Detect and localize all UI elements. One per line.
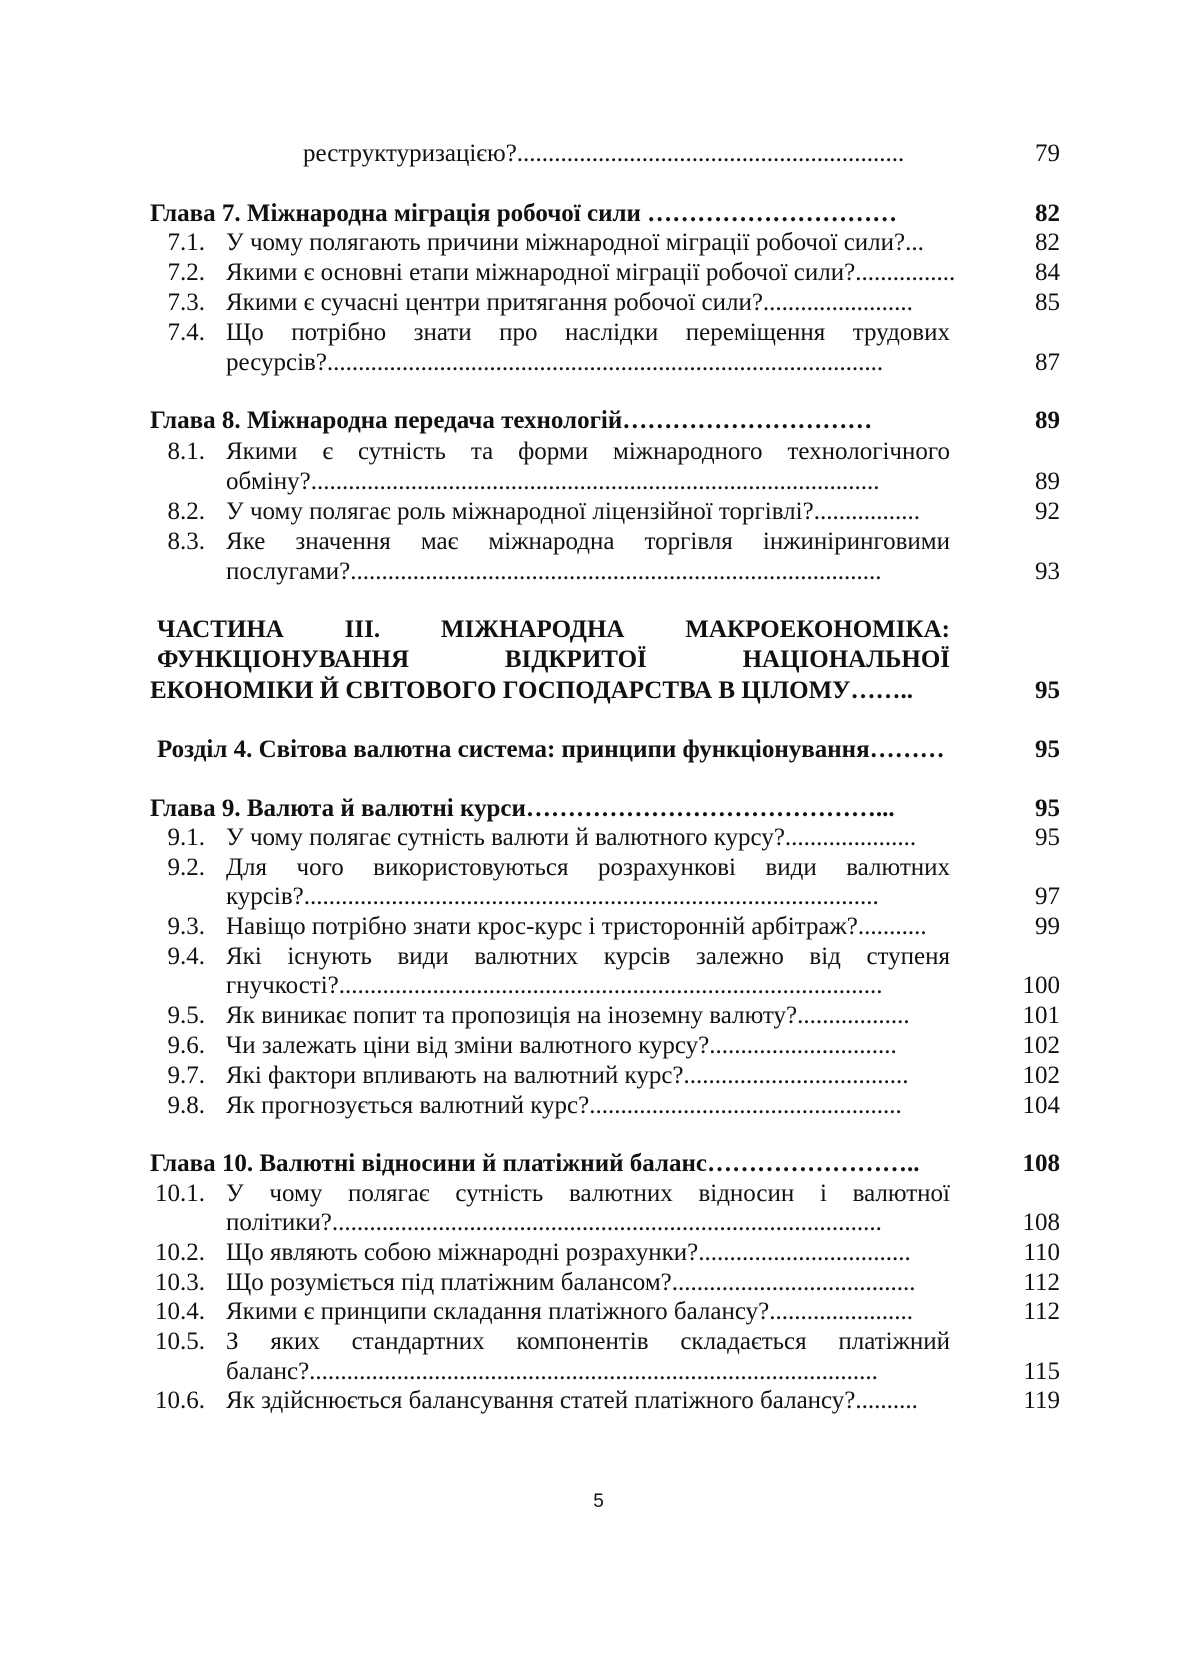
- entry-number: 9.7.: [167, 1062, 205, 1089]
- toc-page-number: 95: [1035, 824, 1060, 851]
- entry-number: 10.6.: [155, 1387, 205, 1414]
- toc-page-number: 100: [1022, 972, 1060, 999]
- entry-text-line1: Якими є сутність та форми міжнародного технологічного: [226, 438, 950, 465]
- entry-text-line1: Що потрібно знати про наслідки переміщення трудових: [226, 319, 950, 346]
- entry-text-line1: Яке значення має міжнародна торгівля інжиніринговими: [226, 528, 950, 555]
- chapter-title: Глава 10. Валютні відносини й платіжний баланс……………………..: [150, 1150, 920, 1177]
- entry-number: 8.3.: [167, 528, 205, 555]
- toc-page-number: 112: [1023, 1298, 1060, 1325]
- entry-text: У чому полягає роль міжнародної ліцензійної торгівлі?.................: [226, 498, 920, 525]
- entry-text: Що розуміється під платіжним балансом?.......................................: [226, 1269, 916, 1296]
- toc-page-number: 108: [1022, 1150, 1060, 1177]
- entry-text-line2: курсів?............................................................................................: [226, 883, 879, 910]
- entry-number: 10.5.: [155, 1328, 205, 1355]
- part-3-heading-line2: ФУНКЦІОНУВАННЯ ВІДКРИТОЇ НАЦІОНАЛЬНОЇ: [157, 646, 950, 673]
- entry-text-line2: баланс?...........................................................................................: [226, 1358, 878, 1385]
- toc-page-number: 84: [1035, 259, 1060, 286]
- entry-text-line2: гнучкості?.......................................................................................: [226, 972, 883, 999]
- toc-page-number: 112: [1023, 1269, 1060, 1296]
- entry-number: 10.3.: [155, 1269, 205, 1296]
- entry-text-line2: обміну?...........................................................................................: [226, 468, 880, 495]
- entry-text-line2: послугами?.....................................................................................: [226, 558, 882, 585]
- entry-number: 10.1.: [155, 1180, 205, 1207]
- toc-page-number: 82: [1035, 200, 1060, 227]
- entry-number: 7.4.: [167, 319, 205, 346]
- toc-page-number: 102: [1022, 1062, 1060, 1089]
- entry-text: У чому полягає сутність валюти й валютного курсу?.....................: [226, 824, 917, 851]
- toc-page-number: 95: [1035, 795, 1060, 822]
- entry-number: 7.2.: [167, 259, 205, 286]
- entry-text: Навіщо потрібно знати крос-курс і тристоронній арбітраж?...........: [226, 913, 927, 940]
- part-3-heading-line1: ЧАСТИНА ІІІ. МІЖНАРОДНА МАКРОЕКОНОМІКА:: [157, 616, 950, 643]
- toc-page-number: 119: [1023, 1387, 1060, 1414]
- entry-number: 9.6.: [167, 1032, 205, 1059]
- part-title-line3: ЕКОНОМІКИ Й СВІТОВОГО ГОСПОДАРСТВА В ЦІЛОМУ……..: [150, 677, 914, 704]
- toc-page-number: 89: [1035, 407, 1060, 434]
- entry-text: Як прогнозується валютний курс?..................................................: [226, 1092, 902, 1119]
- toc-page-number: 110: [1023, 1239, 1060, 1266]
- page-footer-number: 5: [593, 1491, 604, 1512]
- toc-page-number: 101: [1022, 1002, 1060, 1029]
- toc-page-number: 102: [1022, 1032, 1060, 1059]
- toc-page-number: 92: [1035, 498, 1060, 525]
- entry-text-line2: ресурсів?.........................................................................................: [226, 349, 884, 376]
- toc-page-number: 108: [1022, 1209, 1060, 1236]
- entry-text: Чи залежать ціни від зміни валютного курсу?..............................: [226, 1032, 897, 1059]
- entry-text-line1: З яких стандартних компонентів складається платіжний: [226, 1328, 950, 1355]
- section-title: Розділ 4. Світова валютна система: принципи функціонування………: [157, 736, 945, 763]
- entry-text: Як здійснюється балансування статей платіжного балансу?..........: [226, 1387, 918, 1414]
- entry-number: 8.2.: [167, 498, 205, 525]
- toc-page-number: 104: [1022, 1092, 1060, 1119]
- entry-number: 9.3.: [167, 913, 205, 940]
- entry-number: 9.5.: [167, 1002, 205, 1029]
- toc-page-number: 79: [1035, 140, 1060, 167]
- entry-text: Які фактори впливають на валютний курс?....................................: [226, 1062, 909, 1089]
- entry-text: Якими є сучасні центри притягання робочої сили?........................: [226, 289, 913, 316]
- toc-page-number: 95: [1035, 677, 1060, 704]
- toc-page-number: 82: [1035, 229, 1060, 256]
- entry-number: 7.1.: [167, 229, 205, 256]
- toc-page-number: 95: [1035, 736, 1060, 763]
- entry-number: 10.2.: [155, 1239, 205, 1266]
- entry-number: 9.2.: [167, 854, 205, 881]
- entry-number: 9.4.: [167, 943, 205, 970]
- toc-page-number: 85: [1035, 289, 1060, 316]
- toc-page-number: 115: [1023, 1358, 1060, 1385]
- toc-page-number: 89: [1035, 468, 1060, 495]
- chapter-title: Глава 9. Валюта й валютні курси……………………………………...: [150, 795, 895, 822]
- entry-number: 7.3.: [167, 289, 205, 316]
- entry-text: Що являють собою міжнародні розрахунки?..................................: [226, 1239, 911, 1266]
- entry-text-line1: У чому полягає сутність валютних відносин і валютної: [226, 1180, 950, 1207]
- entry-text: Якими є основні етапи міжнародної міграції робочої сили?................: [226, 259, 956, 286]
- entry-number: 9.8.: [167, 1092, 205, 1119]
- toc-page-number: 93: [1035, 558, 1060, 585]
- entry-text-line1: Які існують види валютних курсів залежно від ступеня: [226, 943, 950, 970]
- entry-text-line2: політики?........................................................................................: [226, 1209, 882, 1236]
- toc-entry-text: реструктуризацією?..............................................................: [303, 140, 905, 167]
- entry-text: Як виникає попит та пропозиція на іноземну валюту?..................: [226, 1002, 910, 1029]
- toc-page-number: 99: [1035, 913, 1060, 940]
- entry-number: 9.1.: [167, 824, 205, 851]
- entry-text-line1: Для чого використовуються розрахункові види валютних: [226, 854, 950, 881]
- entry-text: Якими є принципи складання платіжного балансу?.......................: [226, 1298, 913, 1325]
- entry-number: 10.4.: [155, 1298, 205, 1325]
- entry-text: У чому полягають причини міжнародної міграції робочої сили?...: [226, 229, 924, 256]
- chapter-title: Глава 7. Міжнародна міграція робочої сили …………………………: [150, 200, 898, 227]
- toc-page-number: 97: [1035, 883, 1060, 910]
- entry-number: 8.1.: [167, 438, 205, 465]
- toc-page-number: 87: [1035, 349, 1060, 376]
- chapter-title: Глава 8. Міжнародна передача технологій…………………………: [150, 407, 873, 434]
